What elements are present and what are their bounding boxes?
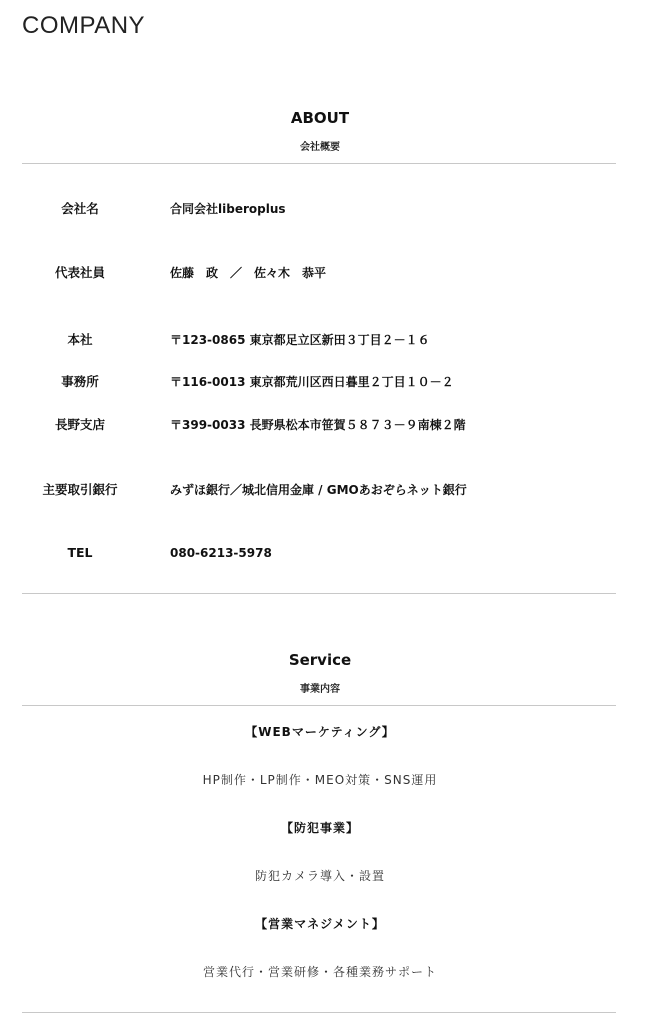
info-label: 代表社員 bbox=[54, 265, 105, 280]
service-item-text: 営業代行・営業研修・各種業務サポート bbox=[202, 965, 437, 979]
info-value: 合同会社liberoplus bbox=[170, 202, 286, 216]
info-label: 主要取引銀行 bbox=[42, 482, 118, 497]
info-value: 佐藤 政 ／ 佐々木 恭平 bbox=[170, 266, 327, 280]
service-top-divider bbox=[22, 705, 616, 706]
info-label: 会社名 bbox=[61, 201, 99, 216]
page-title: COMPANY bbox=[22, 12, 146, 39]
info-value: 〒399-0033 長野県松本市笹賀５８７３－９南棟２階 bbox=[170, 418, 466, 432]
service-section-subtitle: 事業内容 bbox=[300, 684, 340, 695]
info-label: TEL bbox=[67, 545, 93, 560]
info-label: 事務所 bbox=[61, 374, 99, 389]
info-value: 〒123-0865 東京都足立区新田３丁目２－１６ bbox=[170, 333, 430, 347]
about-top-divider bbox=[22, 163, 616, 164]
service-item-heading: 【営業マネジメント】 bbox=[255, 917, 385, 931]
about-section-title: ABOUT bbox=[290, 109, 350, 127]
service-item-heading: 【WEBマーケティング】 bbox=[245, 725, 395, 739]
about-bottom-divider bbox=[22, 593, 616, 594]
service-item-heading: 【防犯事業】 bbox=[280, 821, 359, 835]
info-label: 本社 bbox=[67, 332, 93, 347]
about-section-subtitle: 会社概要 bbox=[300, 142, 340, 153]
info-value: 080-6213-5978 bbox=[170, 546, 272, 560]
service-bottom-divider bbox=[22, 1012, 616, 1013]
info-value: 〒116-0013 東京都荒川区西日暮里２丁目１０－２ bbox=[170, 375, 454, 389]
service-item-text: 防犯カメラ導入・設置 bbox=[254, 869, 385, 883]
service-item-text: HP制作・LP制作・MEO対策・SNS運用 bbox=[202, 773, 438, 787]
service-section-title: Service bbox=[288, 651, 352, 669]
info-value: みずほ銀行／城北信用金庫 / GMOあおぞらネット銀行 bbox=[170, 483, 467, 497]
info-label: 長野支店 bbox=[54, 417, 105, 432]
